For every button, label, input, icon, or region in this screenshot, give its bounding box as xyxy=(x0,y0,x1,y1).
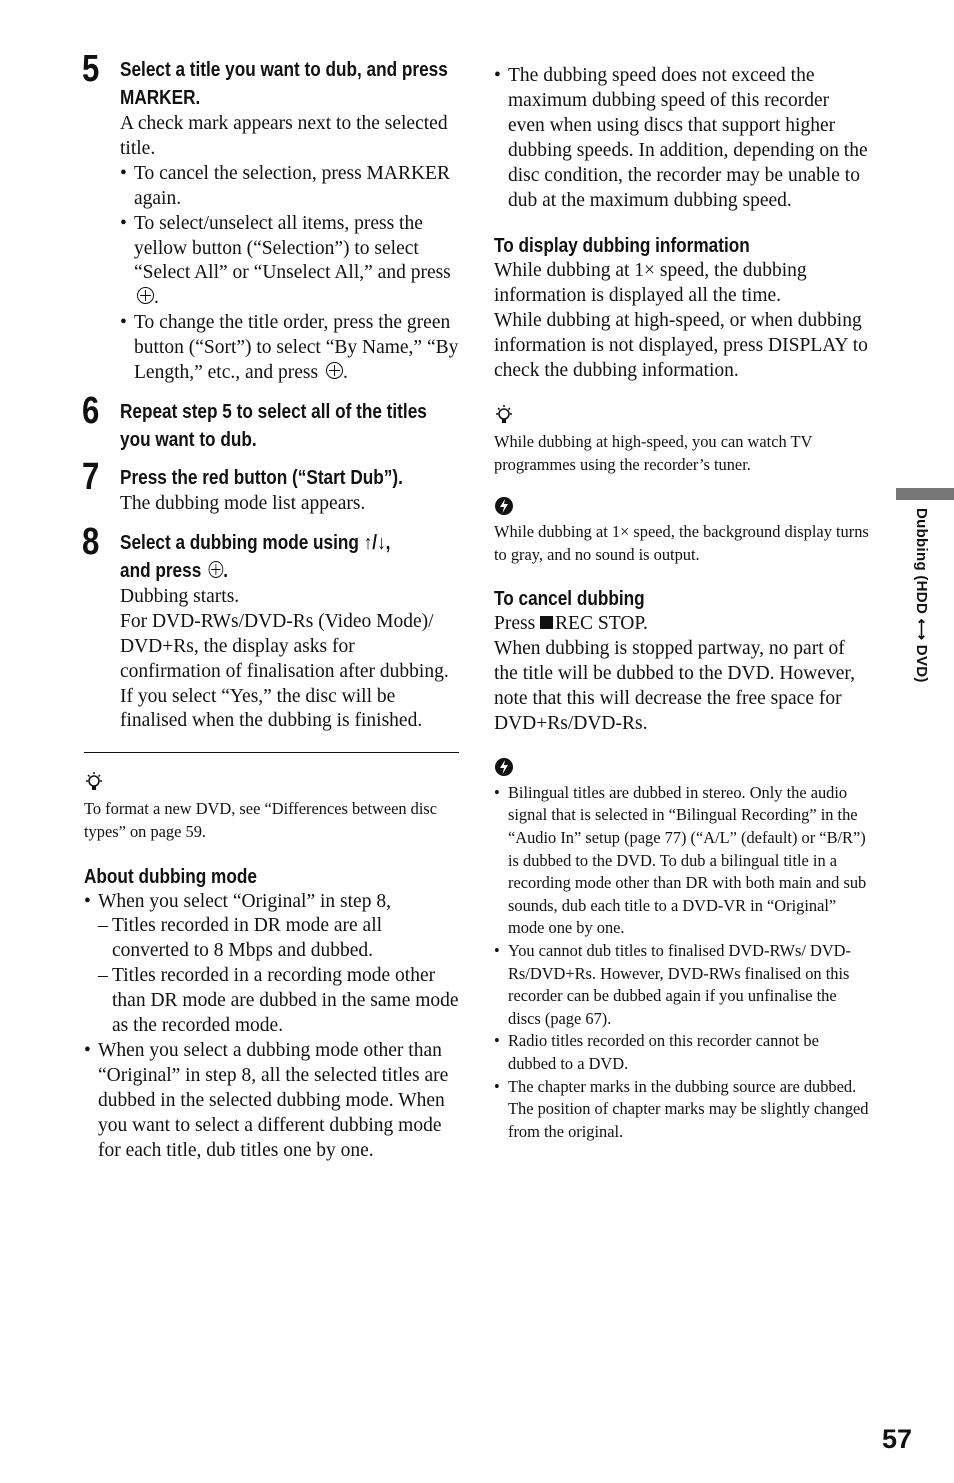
step-number: 6 xyxy=(82,389,100,432)
page-number: 57 xyxy=(882,1424,913,1454)
list-item: • The chapter marks in the dubbing source are dubbed. The position of chapter marks may be slightly changed from the original. xyxy=(494,1076,869,1144)
side-tab-marker xyxy=(896,488,954,500)
step-heading: Repeat step 5 to select all of the titles you want to dub. xyxy=(120,400,427,451)
step-6 xyxy=(82,389,460,454)
enter-button-icon xyxy=(326,362,343,379)
stop-square-icon xyxy=(540,616,553,629)
enter-button-icon xyxy=(137,287,154,304)
step-number: 7 xyxy=(82,455,100,498)
step-body: The dubbing mode list appears. xyxy=(120,492,366,514)
list-item: • To change the title order, press the green button (“Sort”) to select “By Name,” “By Length,” etc., and press . xyxy=(120,311,460,386)
note-text: While dubbing at 1× speed, the background display turns to gray, and no sound is output. xyxy=(494,522,869,564)
hint-text: To format a new DVD, see “Differences between disc types” on page 59. xyxy=(84,799,438,841)
section-heading: To cancel dubbing xyxy=(494,588,645,611)
side-tab-label: Dubbing (HDD ⟷ DVD) xyxy=(913,508,930,683)
section-heading: About dubbing mode xyxy=(84,865,257,888)
caution-note-icon xyxy=(494,757,514,777)
hint-block xyxy=(494,404,869,476)
enter-button-icon xyxy=(209,561,224,578)
list-item: • The dubbing speed does not exceed the maximum dubbing speed of this recorder even when using discs that support higher dubbing speeds. In addition, depending on the disc condition, the recorder may be unable to dub at the maximum dubbing speed. xyxy=(494,64,869,213)
caution-note-icon xyxy=(494,496,514,516)
hint-text: While dubbing at high-speed, you can watch TV programmes using the recorder’s tuner. xyxy=(494,431,813,474)
step-body: For DVD-RWs/DVD-Rs (Video Mode)/ DVD+Rs, the display asks for confirmation of finalisation after dubbing. If you select “Yes,” the disc will be finalised when the dubbing is finished. xyxy=(120,610,449,732)
list-item: • You cannot dub titles to finalised DVD-RWs/ DVD-Rs/DVD+Rs. However, DVD-RWs finalised on this recorder can be dubbed again if you unfinalise the discs (page 67). xyxy=(494,940,869,1030)
sub-list-item: – Titles recorded in DR mode are all converted to 8 Mbps and dubbed. xyxy=(98,914,460,964)
left-column xyxy=(84,50,460,1163)
lightbulb-hint-icon xyxy=(494,404,514,426)
sub-list-item: – Titles recorded in a recording mode other than DR mode are dubbed in the same mode as the recorded mode. xyxy=(98,964,460,1039)
paragraph: While dubbing at 1× speed, the dubbing information is displayed all the time. xyxy=(494,260,807,307)
step-5 xyxy=(82,48,460,386)
step-heading: Press the red button (“Start Dub”). xyxy=(120,466,403,489)
list-item: • When you select a dubbing mode other than “Original” in step 8, all the selected titles are dubbed in the selected dubbing mode. When you want to select a different dubbing mode for each title, dub titles one by one. xyxy=(84,1039,460,1164)
about-dubbing-section xyxy=(84,864,460,1164)
paragraph: While dubbing at high-speed, or when dubbing information is not displayed, press DISPLAY to check the dubbing information. xyxy=(494,310,868,382)
hint-block xyxy=(84,771,460,843)
note-block xyxy=(494,496,869,566)
list-item: • To cancel the selection, press MARKER again. xyxy=(120,162,460,212)
paragraph: Press REC STOP. xyxy=(494,613,648,635)
step-number: 5 xyxy=(82,48,100,90)
list-item: • Radio titles recorded on this recorder cannot be dubbed to a DVD. xyxy=(494,1030,869,1075)
right-column xyxy=(494,64,869,1143)
lightbulb-hint-icon xyxy=(84,771,104,793)
section-divider xyxy=(84,752,459,753)
section-heading: To display dubbing information xyxy=(494,235,750,258)
note-block xyxy=(494,757,869,1144)
step-number: 8 xyxy=(82,520,100,563)
step-heading: Select a title you want to dub, and press MARKER. xyxy=(120,59,448,109)
list-item: • To select/unselect all items, press the yellow button (“Selection”) to select “Select All” or “Unselect All,” and press . xyxy=(120,212,460,312)
cancel-dubbing-section xyxy=(494,586,869,737)
display-info-section xyxy=(494,233,869,384)
step-body: Dubbing starts. xyxy=(120,585,240,607)
step-heading: Select a dubbing mode using ↑/↓, and press . xyxy=(120,531,391,582)
step-intro: A check mark appears next to the selected title. xyxy=(120,113,448,159)
step-8 xyxy=(82,520,460,734)
list-item: • Bilingual titles are dubbed in stereo. Only the audio signal that is selected in “Bilingual Recording” in the “Audio In” setup (page 77) (“A/L” (default) or “B/R”) is dubbed to the DVD. To dub a bilingual title in a recording mode other than DR with both main and sub sounds, dub each title to a DVD-VR in “Original” mode one by one. xyxy=(494,782,869,940)
list-item: • When you select “Original” in step 8, xyxy=(84,890,460,915)
step-7 xyxy=(82,455,460,517)
paragraph: When dubbing is stopped partway, no part of the title will be dubbed to the DVD. However, note that this will decrease the free space for DVD+Rs/DVD-Rs. xyxy=(494,638,855,734)
